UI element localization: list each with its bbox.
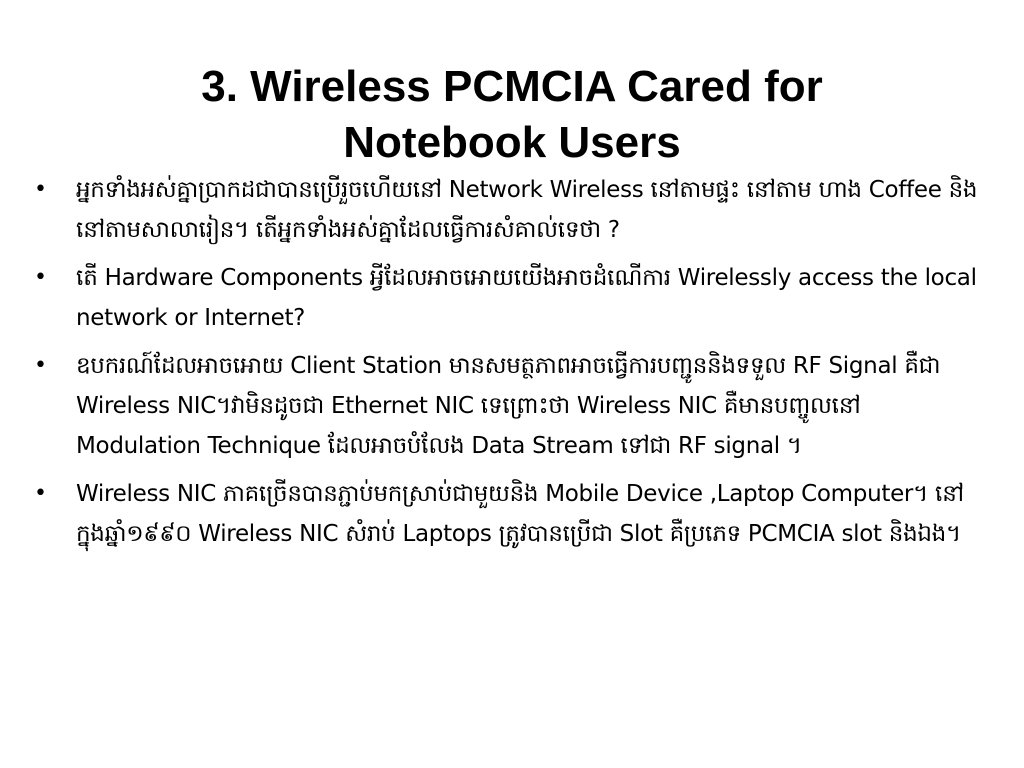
bullet-item bbox=[30, 258, 990, 338]
bullet-text: តើ Hardware Components អ្វីដែលអាចអោយយើងអាចដំណើការ Wirelessly access the local network or Internet? bbox=[76, 265, 977, 331]
bullet-text: ឧបករណ៍ដែលអាចអោយ Client Station មានសមត្ថភាពអាចធ្វើការបញ្ជូននិងទទួល RF Signal គឺជា Wireless NIC។វាមិនដូចជា Ethernet NIC ទេព្រោះថា Wireless NIC គឺមានបញ្ចូលនៅ Modulation Technique ដែលអាចបំលែង Data Stream ទៅជា RF signal ។ bbox=[76, 353, 941, 459]
bullet-item bbox=[30, 474, 990, 554]
slide-title-line-2: Notebook Users bbox=[343, 118, 681, 168]
bullet-text: Wireless NIC ភាគច្រើនបានភ្ជាប់មកស្រាប់ជាមួយនិង Mobile Device ,Laptop Computer។ នៅក្នុងឆ្នាំ១៩៩០ Wireless NIC សំរាប់ Laptops ត្រូវបានប្រើជា Slot គឺប្រភេទ PCMCIA slot និងឯង។ bbox=[76, 481, 964, 547]
bullet-list bbox=[30, 170, 990, 562]
bullet-dot: • bbox=[34, 265, 47, 290]
bullet-dot: • bbox=[34, 481, 47, 506]
bullet-dot: • bbox=[34, 177, 47, 202]
bullet-item bbox=[30, 346, 990, 466]
slide-title bbox=[60, 59, 964, 171]
bullet-item bbox=[30, 170, 990, 250]
slide-title-line-1: 3. Wireless PCMCIA Cared for bbox=[201, 62, 823, 112]
bullet-text: អ្នកទាំងអស់គ្នាប្រាកដជាបានប្រើរួចហើយនៅ Network Wireless នៅតាមផ្ទះ នៅតាម ហាង Coffee និងនៅតាមសាលារៀន។ តើអ្នកទាំងអស់គ្នាដែលធ្វើការសំគាល់ទេថា ? bbox=[76, 177, 978, 243]
bullet-dot: • bbox=[34, 353, 47, 378]
